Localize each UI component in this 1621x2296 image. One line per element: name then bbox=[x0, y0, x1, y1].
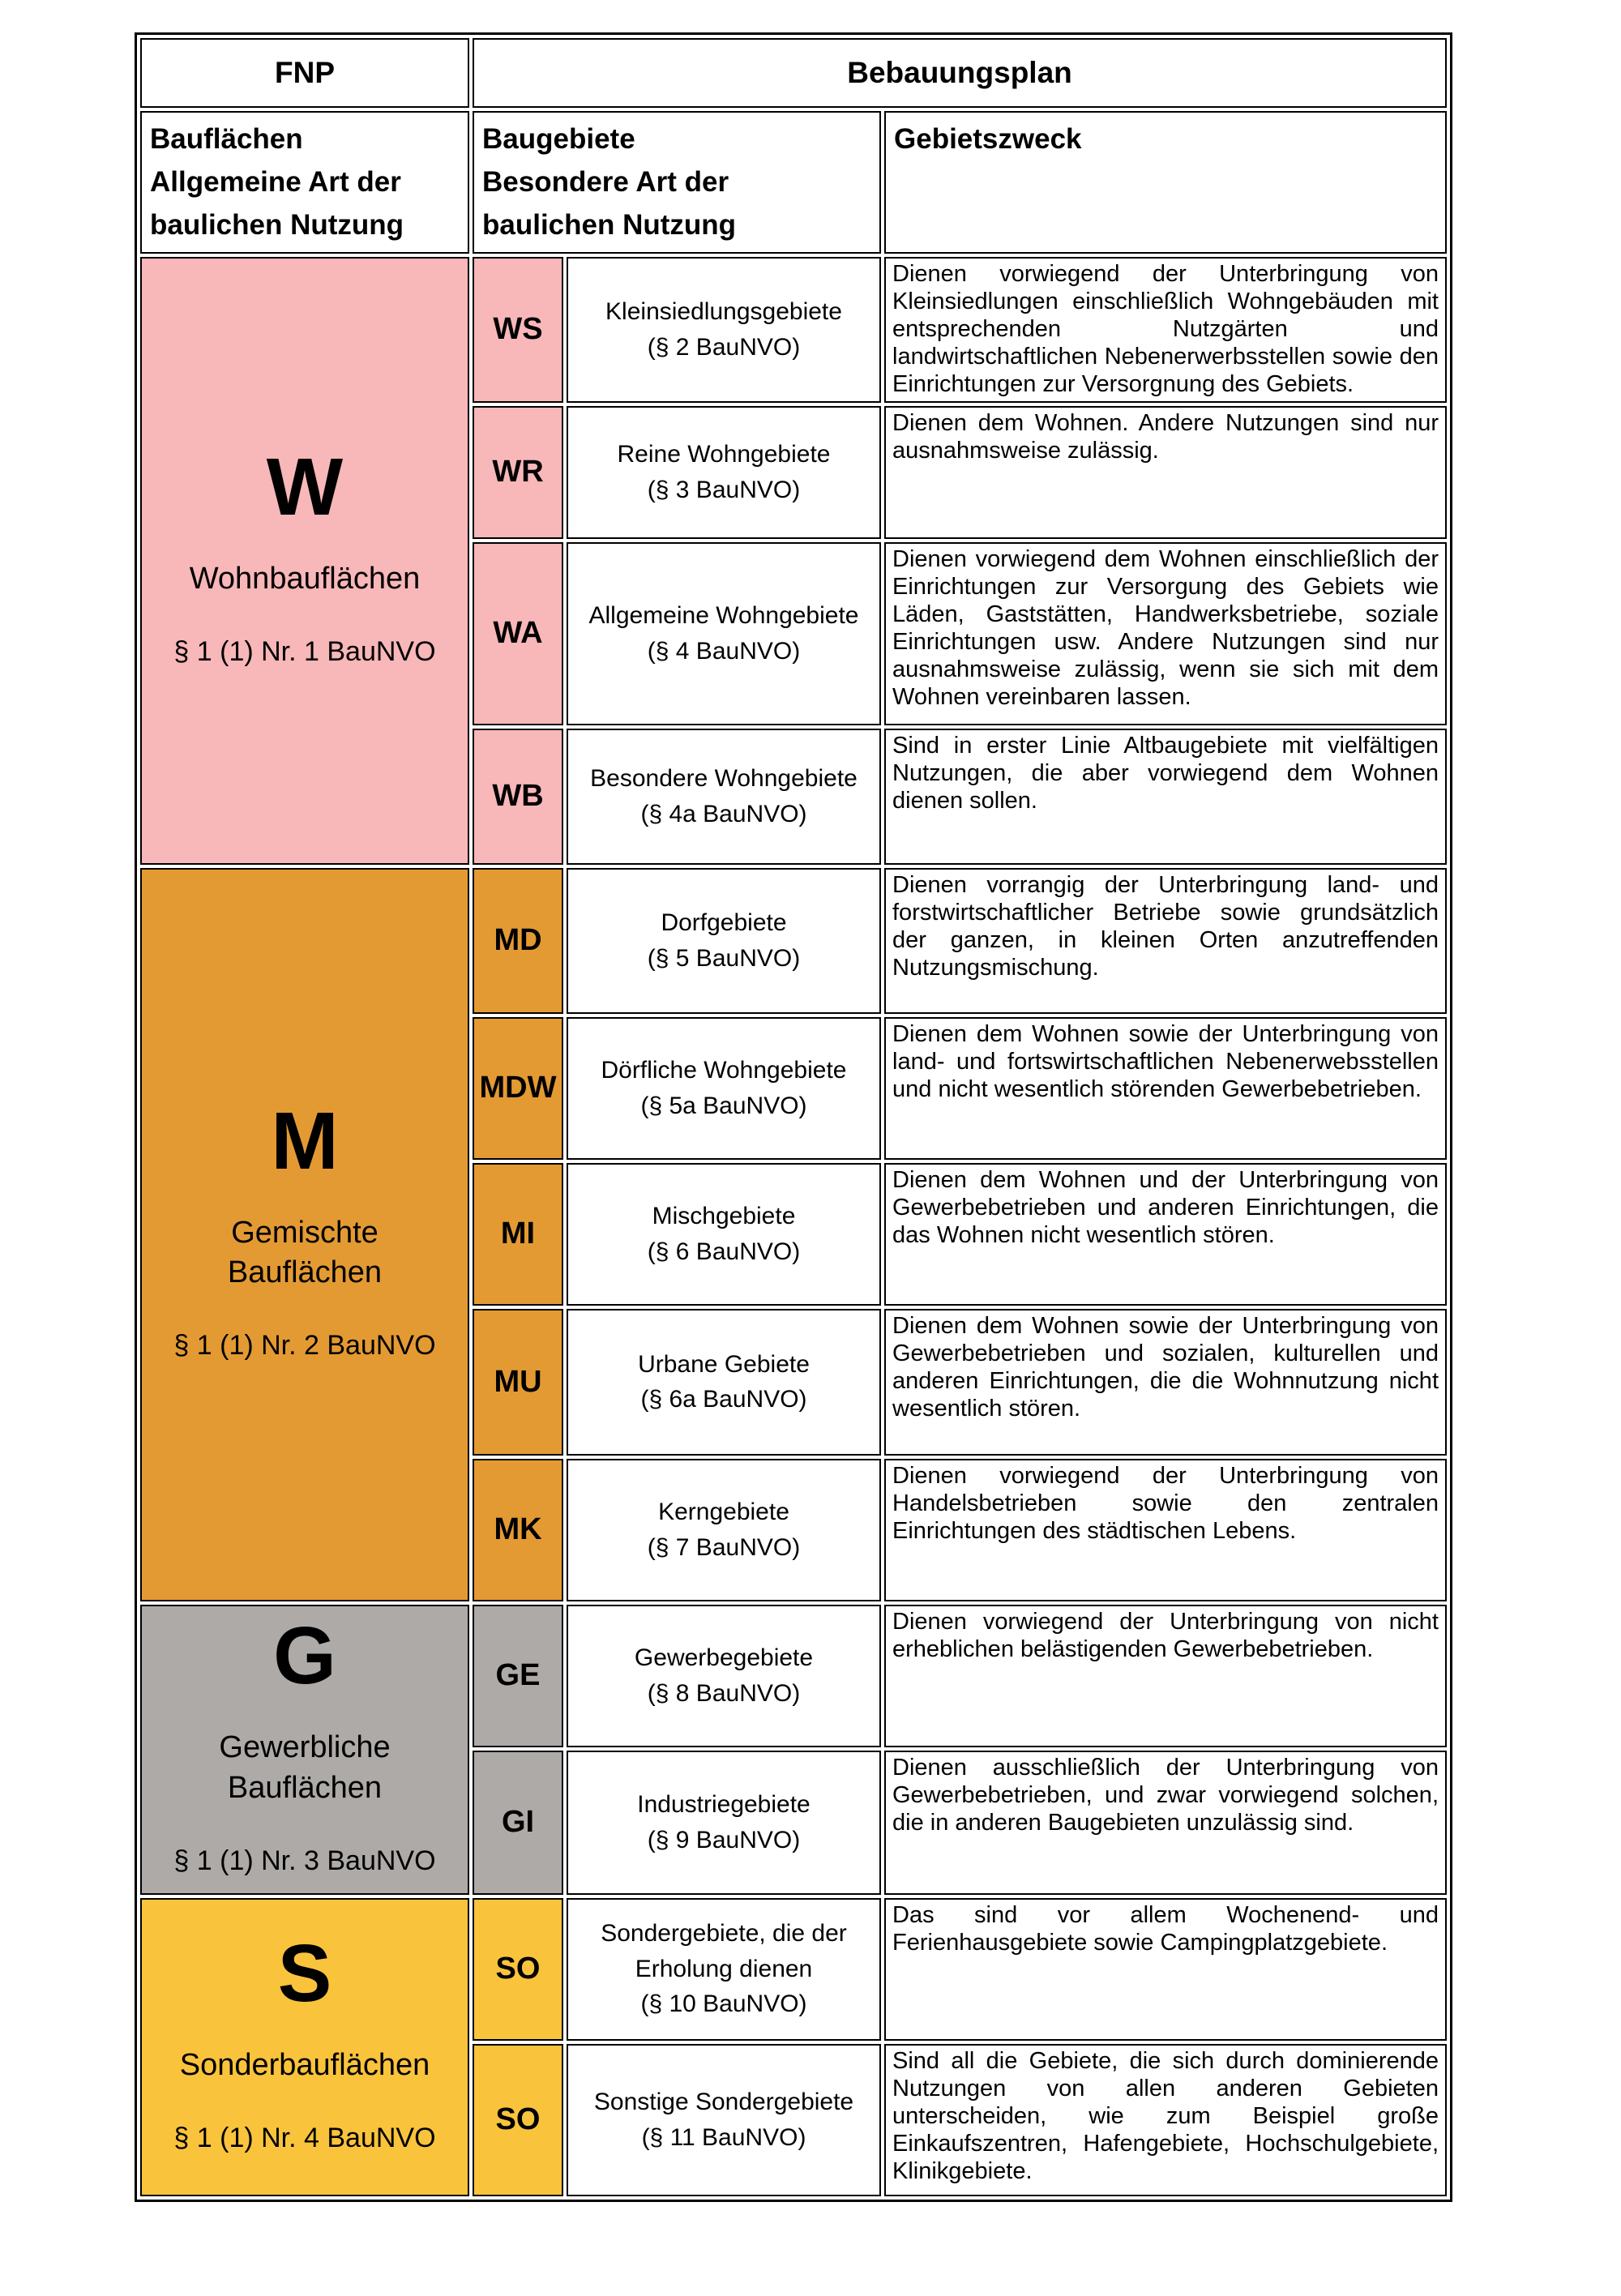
header-line: baulichen Nutzung bbox=[482, 209, 737, 242]
district-name-wr bbox=[567, 406, 881, 539]
district-ref-text: (§ 5 BauNVO) bbox=[647, 944, 801, 972]
district-name-text: Besondere Wohngebiete bbox=[590, 765, 858, 793]
code-cell-wb: WB bbox=[473, 729, 563, 865]
district-ref-text: (§ 5a BauNVO) bbox=[640, 1092, 807, 1119]
district-ref-text: (§ 3 BauNVO) bbox=[647, 476, 801, 503]
district-name-text: Sonstige Sondergebiete bbox=[593, 2089, 854, 2116]
purpose-ws: Dienen vorwiegend der Unterbringung von Kleinsiedlungen einschließlich Wohngebäuden mit entsprechenden Nutzgärten und landwirtschaftlichen Nebenerwerbsstellen sowie den Einrichtungen zur Versorgnung des Gebiets. bbox=[884, 257, 1447, 403]
district-name-text: Kerngebiete bbox=[658, 1499, 789, 1526]
district-ref-text: (§ 6a BauNVO) bbox=[640, 1386, 807, 1413]
group-name-line: Gemischte bbox=[231, 1215, 379, 1250]
header-baugebiete bbox=[473, 111, 881, 254]
district-name-text: Mischgebiete bbox=[652, 1203, 796, 1230]
group-stack bbox=[142, 1610, 468, 1877]
code-cell-mdw: MDW bbox=[473, 1017, 563, 1160]
code-cell-md: MD bbox=[473, 868, 563, 1014]
district-name-so-erholung bbox=[567, 1898, 881, 2041]
district-name-mk bbox=[567, 1459, 881, 1601]
row-md bbox=[140, 868, 1447, 1014]
district-ref-text: (§ 4a BauNVO) bbox=[640, 800, 807, 827]
purpose-so-erholung: Das sind vor allem Wochenend- und Ferienhausgebiete sowie Campingplatzgebiete. bbox=[884, 1898, 1447, 2041]
purpose-wr: Dienen dem Wohnen. Andere Nutzungen sind nur ausnahmsweise zulässig. bbox=[884, 406, 1447, 539]
group-name bbox=[180, 2046, 430, 2085]
group-law: § 1 (1) Nr. 1 BauNVO bbox=[173, 636, 436, 668]
group-cell-wohnbauflaechen bbox=[140, 257, 469, 865]
district-name-ge bbox=[567, 1605, 881, 1747]
district-name-text: Allgemeine Wohngebiete bbox=[588, 602, 859, 630]
code-cell-so-2: SO bbox=[473, 2044, 563, 2196]
header-line: Baugebiete bbox=[482, 123, 635, 155]
fnp-bebauungsplan-table bbox=[135, 32, 1452, 2202]
district-ref-text: (§ 7 BauNVO) bbox=[647, 1533, 801, 1561]
group-name-line: Gewerbliche bbox=[219, 1730, 391, 1765]
group-name bbox=[219, 1728, 390, 1808]
district-name-wb bbox=[567, 729, 881, 865]
district-ref-text: (§ 6 BauNVO) bbox=[647, 1238, 801, 1265]
district-name-text: Sondergebiete, die der Erholung dienen bbox=[601, 1920, 847, 1982]
header-bauflaechen bbox=[140, 111, 469, 254]
purpose-mu: Dienen dem Wohnen sowie der Unterbringung von Gewerbebetrieben und sozialen, kulturellen und anderen Einrichtungen, die die Wohnnutzung nicht wesentlich stören. bbox=[884, 1309, 1447, 1456]
header-line: Allgemeine Art der bbox=[150, 166, 401, 199]
group-name-line: Wohnbauflächen bbox=[189, 561, 421, 596]
header-gebietszweck: Gebietszweck bbox=[884, 111, 1447, 254]
group-law: § 1 (1) Nr. 3 BauNVO bbox=[173, 1845, 436, 1876]
code-cell-mi: MI bbox=[473, 1163, 563, 1306]
district-ref-text: (§ 11 BauNVO) bbox=[641, 2123, 806, 2151]
row-so-erholung bbox=[140, 1898, 1447, 2041]
district-ref-text: (§ 8 BauNVO) bbox=[647, 1679, 801, 1707]
district-name-text: Kleinsiedlungsgebiete bbox=[605, 298, 842, 326]
header-fnp: FNP bbox=[140, 38, 469, 108]
purpose-gi: Dienen ausschließlich der Unterbringung von Gewerbebetrieben, und zwar vorwiegend solchen, die in anderen Baugebieten unzulässig sind. bbox=[884, 1751, 1447, 1895]
district-name-so-sonstige bbox=[567, 2044, 881, 2196]
district-name-text: Industriegebiete bbox=[637, 1791, 810, 1819]
purpose-mdw: Dienen dem Wohnen sowie der Unterbringung von land- und fortswirtschaftlichen Nebenerwebsstellen und nicht wesentlich störenden Gewerbebetrieben. bbox=[884, 1017, 1447, 1160]
code-cell-wa: WA bbox=[473, 542, 563, 725]
purpose-so-sonstige: Sind all die Gebiete, die sich durch dominierende Nutzungen von allen anderen Gebieten unterscheiden, wie zum Beispiel große Einkaufszentren, Hafengebiete, Hochschulgebiete, Klinikgebiete. bbox=[884, 2044, 1447, 2196]
code-cell-gi: GI bbox=[473, 1751, 563, 1895]
group-stack bbox=[142, 441, 468, 668]
purpose-ge: Dienen vorwiegend der Unterbringung von nicht erheblichen belästigenden Gewerbebetrieben. bbox=[884, 1605, 1447, 1747]
group-name-line: Bauflächen bbox=[227, 1255, 383, 1290]
header-line: Bauflächen bbox=[150, 123, 303, 155]
district-ref-text: (§ 10 BauNVO) bbox=[640, 1990, 807, 2018]
district-name-mi bbox=[567, 1163, 881, 1306]
purpose-md: Dienen vorrangig der Unterbringung land- und forstwirtschaftlicher Betriebe sowie grundsätzlich der ganzen, in kleinen Orten anzutreffenden Nutzungsmischung. bbox=[884, 868, 1447, 1014]
purpose-mk: Dienen vorwiegend der Unterbringung von Handelsbetrieben sowie den zentralen Einrichtungen des städtischen Lebens. bbox=[884, 1459, 1447, 1601]
group-name-line: Sonderbauflächen bbox=[179, 2047, 430, 2082]
group-letter: S bbox=[277, 1927, 332, 2019]
code-cell-mk: MK bbox=[473, 1459, 563, 1601]
group-name-line: Bauflächen bbox=[227, 1770, 383, 1805]
district-name-mu bbox=[567, 1309, 881, 1456]
district-name-gi bbox=[567, 1751, 881, 1895]
group-stack bbox=[142, 1927, 468, 2154]
code-cell-so-1: SO bbox=[473, 1898, 563, 2041]
purpose-wb: Sind in erster Linie Altbaugebiete mit vielfältigen Nutzungen, die aber vorwiegend dem Wohnen dienen sollen. bbox=[884, 729, 1447, 865]
district-name-text: Reine Wohngebiete bbox=[617, 441, 831, 468]
district-ref-text: (§ 4 BauNVO) bbox=[647, 637, 801, 665]
district-name-text: Dorfgebiete bbox=[661, 909, 787, 937]
district-name-text: Gewerbegebiete bbox=[634, 1644, 814, 1672]
code-cell-wr: WR bbox=[473, 406, 563, 539]
district-name-mdw bbox=[567, 1017, 881, 1160]
group-law: § 1 (1) Nr. 4 BauNVO bbox=[173, 2123, 436, 2154]
district-ref-text: (§ 9 BauNVO) bbox=[647, 1826, 801, 1853]
code-cell-ge: GE bbox=[473, 1605, 563, 1747]
group-cell-gewerbliche-bauflaechen bbox=[140, 1605, 469, 1895]
district-name-wa bbox=[567, 542, 881, 725]
group-stack bbox=[142, 1095, 468, 1362]
district-name-md bbox=[567, 868, 881, 1014]
purpose-wa: Dienen vorwiegend dem Wohnen einschließlich der Einrichtungen zur Versorgung des Gebiets wie Läden, Gaststätten, Handwerksbetriebe, soziale Einrichtungen usw. Andere Nutzungen sind nur ausnahmsweise zulässig, wenn sie sich mit dem Wohnen vereinbaren lassen. bbox=[884, 542, 1447, 725]
district-name-ws bbox=[567, 257, 881, 403]
header-row-1 bbox=[140, 38, 1447, 108]
group-law: § 1 (1) Nr. 2 BauNVO bbox=[173, 1330, 436, 1362]
district-ref-text: (§ 2 BauNVO) bbox=[647, 333, 801, 361]
group-letter: G bbox=[273, 1610, 336, 1702]
group-name bbox=[190, 559, 421, 599]
header-bebauungsplan: Bebauungsplan bbox=[473, 38, 1447, 108]
header-row-2 bbox=[140, 111, 1447, 254]
group-letter: M bbox=[271, 1095, 339, 1186]
row-ge bbox=[140, 1605, 1447, 1747]
purpose-mi: Dienen dem Wohnen und der Unterbringung von Gewerbebetrieben und anderen Einrichtungen, die das Wohnen nicht wesentlich stören. bbox=[884, 1163, 1447, 1306]
group-cell-gemischte-bauflaechen bbox=[140, 868, 469, 1601]
group-letter: W bbox=[266, 441, 344, 532]
district-name-text: Dörfliche Wohngebiete bbox=[601, 1057, 847, 1084]
group-cell-sonderbauflaechen bbox=[140, 1898, 469, 2196]
district-name-text: Urbane Gebiete bbox=[638, 1350, 810, 1378]
group-name bbox=[228, 1213, 382, 1293]
code-cell-ws: WS bbox=[473, 257, 563, 403]
row-ws bbox=[140, 257, 1447, 403]
header-line: Besondere Art der bbox=[482, 166, 729, 199]
header-line: baulichen Nutzung bbox=[150, 209, 404, 242]
code-cell-mu: MU bbox=[473, 1309, 563, 1456]
